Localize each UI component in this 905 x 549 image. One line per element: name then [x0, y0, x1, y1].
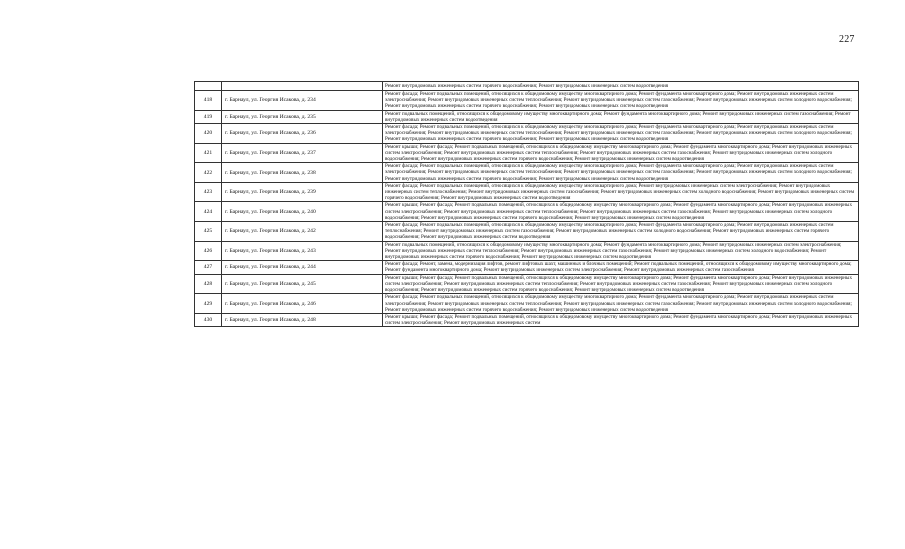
row-address: г. Барнаул, ул. Георгия Исакова, д. 245	[222, 274, 383, 294]
row-works: Ремонт фасада; Ремонт подвальных помещений, относящихся к общедомовому имуществу многоквартирного дома; Ремонт фундамента многоквартирного дома; Ремонт внутридомовых инженерных систем электроснабжения; Ремонт внутридомовых инженерных систем теплоснабжения; Ремонт внутридомовых инженерных систем газоснабжения; Ремонт внутридомовых инженерных систем холодного водоснабжения; Ремонт внутридомовых инженерных систем горячего водоснабжения; Ремонт внутридомовых инженерных систем водоотведения	[383, 91, 859, 111]
row-works: Ремонт подвальных помещений, относящихся к общедомовому имуществу многоквартирного дома; Ремонт фундамента многоквартирного дома; Ремонт внутридомовых инженерных систем электроснабжения; Ремонт внутридомовых инженерных систем теплоснабжения; Ремонт внутридомовых инженерных систем газоснабжения; Ремонт внутридомовых инженерных систем холодного водоснабжения; Ремонт внутридомовых инженерных систем горячего водоснабжения; Ремонт внутридомовых инженерных систем водоотведения	[383, 241, 859, 261]
row-works: Ремонт внутридомовых инженерных систем горячего водоснабжения; Ремонт внутридомовых инженерных систем водоотведения	[383, 82, 859, 91]
table-row	[195, 163, 859, 183]
row-number: 423	[195, 182, 222, 202]
row-number: 429	[195, 294, 222, 314]
row-works: Ремонт фасада; Ремонт подвальных помещений, относящихся к общедомовому имуществу многоквартирного дома; Ремонт фундамента многоквартирного дома; Ремонт внутридомовых инженерных систем электроснабжения; Ремонт внутридомовых инженерных систем теплоснабжения; Ремонт внутридомовых инженерных систем газоснабжения; Ремонт внутридомовых инженерных систем холодного водоснабжения; Ремонт внутридомовых инженерных систем горячего водоснабжения; Ремонт внутридомовых инженерных систем водоотведения	[383, 124, 859, 144]
table-row	[195, 202, 859, 222]
row-number: 428	[195, 274, 222, 294]
repair-table-wrapper	[194, 81, 859, 327]
row-works: Ремонт крыши; Ремонт фасада; Ремонт подвальных помещений, относящихся к общедомовому имуществу многоквартирного дома; Ремонт фундамента многоквартирного дома; Ремонт внутридомовых инженерных систем электроснабжения; Ремонт внутридомовых инженерных систем теплоснабжения; Ремонт внутридомовых инженерных систем газоснабжения; Ремонт внутридомовых инженерных систем холодного водоснабжения; Ремонт внутридомовых инженерных систем горячего водоснабжения; Ремонт внутридомовых инженерных систем водоотведения	[383, 202, 859, 222]
table-row	[195, 110, 859, 123]
row-address: г. Барнаул, ул. Георгия Исакова, д. 240	[222, 202, 383, 222]
row-number: 426	[195, 241, 222, 261]
page-number: 227	[839, 34, 855, 45]
row-works: Ремонт фасада; Ремонт подвальных помещений, относящихся к общедомовому имуществу многоквартирного дома; Ремонт фундамента многоквартирного дома; Ремонт внутридомовых инженерных систем электроснабжения; Ремонт внутридомовых инженерных систем теплоснабжения; Ремонт внутридомовых инженерных систем газоснабжения; Ремонт внутридомовых инженерных систем холодного водоснабжения; Ремонт внутридомовых инженерных систем горячего водоснабжения; Ремонт внутридомовых инженерных систем водоотведения	[383, 163, 859, 183]
row-number: 419	[195, 110, 222, 123]
row-address: г. Барнаул, ул. Георгия Исакова, д. 243	[222, 241, 383, 261]
row-address: г. Барнаул, ул. Георгия Исакова, д. 238	[222, 163, 383, 183]
row-number: 422	[195, 163, 222, 183]
table-row	[195, 313, 859, 326]
row-address: г. Барнаул, ул. Георгия Исакова, д. 236	[222, 124, 383, 144]
table-row	[195, 82, 859, 91]
row-number: 427	[195, 261, 222, 274]
row-address: г. Барнаул, ул. Георгия Исакова, д. 242	[222, 222, 383, 242]
table-row	[195, 222, 859, 242]
row-works: Ремонт крыши; Ремонт фасада; Ремонт подвальных помещений, относящихся к общедомовому имуществу многоквартирного дома; Ремонт фундамента многоквартирного дома; Ремонт внутридомовых инженерных систем электроснабжения; Ремонт внутридомовых инженерных систем теплоснабжения; Ремонт внутридомовых инженерных систем газоснабжения; Ремонт внутридомовых инженерных систем холодного водоснабжения; Ремонт внутридомовых инженерных систем горячего водоснабжения; Ремонт внутридомовых инженерных систем водоотведения	[383, 143, 859, 163]
row-number: 430	[195, 313, 222, 326]
repair-table	[194, 81, 859, 327]
repair-table-body	[195, 82, 859, 327]
row-works: Ремонт крыши; Ремонт фасада; Ремонт подвальных помещений, относящихся к общедомовому имуществу многоквартирного дома; Ремонт фундамента многоквартирного дома; Ремонт внутридомовых инженерных систем электроснабжения; Ремонт внутридомовых инженерных систем	[383, 313, 859, 326]
row-number: 425	[195, 222, 222, 242]
row-works: Ремонт фасада; Ремонт подвальных помещений, относящихся к общедомовому имуществу многоквартирного дома; Ремонт фундамента многоквартирного дома; Ремонт внутридомовых инженерных систем электроснабжения; Ремонт внутридомовых инженерных систем теплоснабжения; Ремонт внутридомовых инженерных систем газоснабжения; Ремонт внутридомовых инженерных систем холодного водоснабжения; Ремонт внутридомовых инженерных систем горячего водоснабжения; Ремонт внутридомовых инженерных систем водоотведения	[383, 294, 859, 314]
row-number: 424	[195, 202, 222, 222]
table-row	[195, 261, 859, 274]
row-address: г. Барнаул, ул. Георгия Исакова, д. 248	[222, 313, 383, 326]
row-number: 420	[195, 124, 222, 144]
table-row	[195, 91, 859, 111]
row-number	[195, 82, 222, 91]
table-row	[195, 294, 859, 314]
table-row	[195, 274, 859, 294]
row-works: Ремонт фасада; Ремонт подвальных помещений, относящихся к общедомовому имуществу многоквартирного дома; Ремонт фундамента многоквартирного дома; Ремонт внутридомовых инженерных систем теплоснабжения; Ремонт внутридомовых инженерных систем газоснабжения; Ремонт внутридомовых инженерных систем холодного водоснабжения; Ремонт внутридомовых инженерных систем горячего водоснабжения; Ремонт внутридомовых инженерных систем водоотведения	[383, 222, 859, 242]
row-address: г. Барнаул, ул. Георгия Исакова, д. 244	[222, 261, 383, 274]
row-number: 421	[195, 143, 222, 163]
row-works: Ремонт фасада; Ремонт, замена, модернизация лифтов, ремонт лифтовых шахт, машинных и блочных помещений; Ремонт подвальных помещений, относящихся к общедомовому имуществу многоквартирного дома; Ремонт фундамента многоквартирного дома; Ремонт внутридомовых инженерных систем электроснабжения; Ремонт внутридомовых инженерных систем газоснабжения	[383, 261, 859, 274]
row-address: г. Барнаул, ул. Георгия Исакова, д. 234	[222, 91, 383, 111]
table-row	[195, 241, 859, 261]
table-row	[195, 124, 859, 144]
row-address	[222, 82, 383, 91]
row-address: г. Барнаул, ул. Георгия Исакова, д. 237	[222, 143, 383, 163]
row-works: Ремонт фасада; Ремонт подвальных помещений, относящихся к общедомовому имуществу многоквартирного дома; Ремонт внутридомовых инженерных систем электроснабжения; Ремонт внутридомовых инженерных систем теплоснабжения; Ремонт внутридомовых инженерных систем газоснабжения; Ремонт внутридомовых инженерных систем холодного водоснабжения; Ремонт внутридомовых инженерных систем горячего водоснабжения; Ремонт внутридомовых инженерных систем водоотведения	[383, 182, 859, 202]
row-address: г. Барнаул, ул. Георгия Исакова, д. 235	[222, 110, 383, 123]
row-works: Ремонт подвальных помещений, относящихся к общедомовому имуществу многоквартирного дома; Ремонт фундамента многоквартирного дома; Ремонт внутридомовых инженерных систем газоснабжения; Ремонт внутридомовых инженерных систем водоотведения	[383, 110, 859, 123]
row-works: Ремонт крыши; Ремонт фасада; Ремонт подвальных помещений, относящихся к общедомовому имуществу многоквартирного дома; Ремонт фундамента многоквартирного дома; Ремонт внутридомовых инженерных систем электроснабжения; Ремонт внутридомовых инженерных систем теплоснабжения; Ремонт внутридомовых инженерных систем газоснабжения; Ремонт внутридомовых инженерных систем холодного водоснабжения; Ремонт внутридомовых инженерных систем горячего водоснабжения; Ремонт внутридомовых инженерных систем водоотведения	[383, 274, 859, 294]
table-row	[195, 143, 859, 163]
row-address: г. Барнаул, ул. Георгия Исакова, д. 239	[222, 182, 383, 202]
row-address: г. Барнаул, ул. Георгия Исакова, д. 246	[222, 294, 383, 314]
row-number: 418	[195, 91, 222, 111]
table-row	[195, 182, 859, 202]
